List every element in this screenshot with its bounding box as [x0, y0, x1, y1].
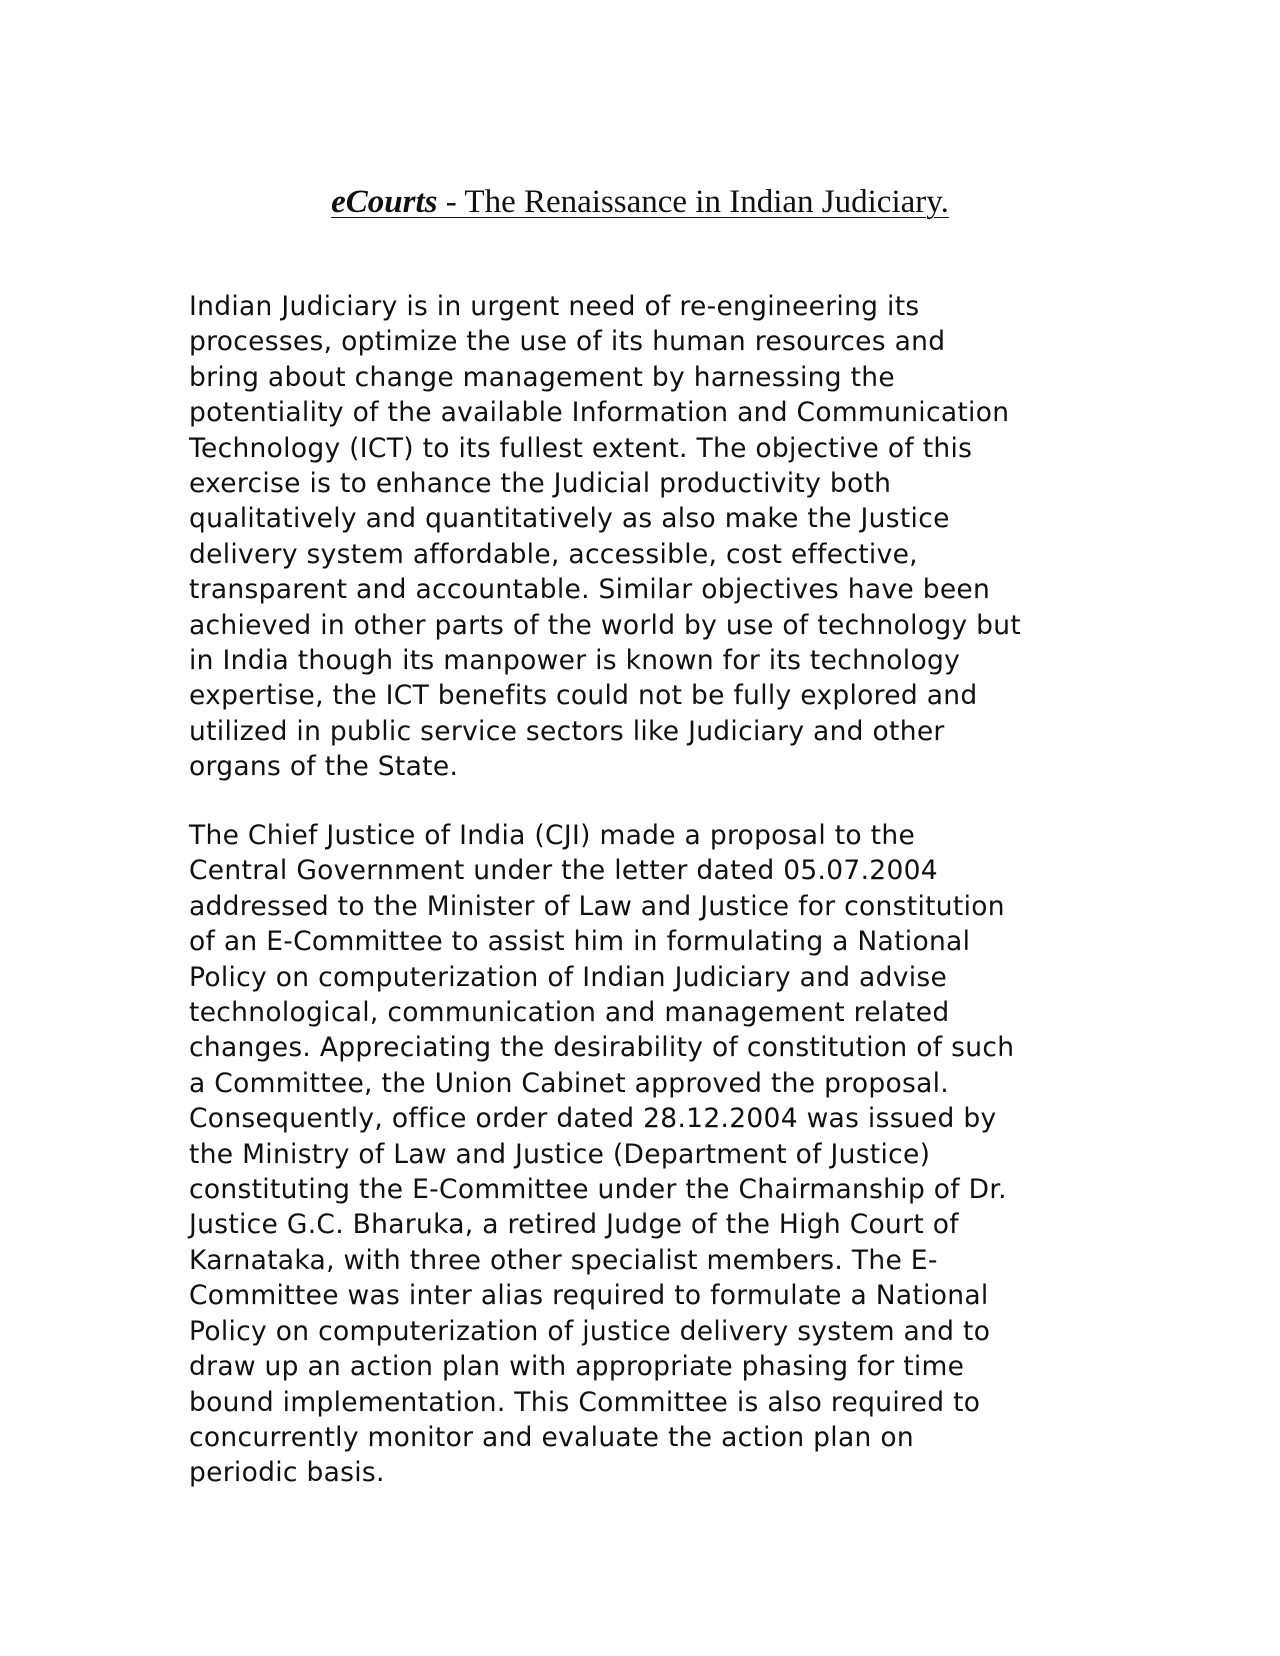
paragraph-line: of an E-Committee to assist him in formulating a National: [189, 926, 971, 958]
paragraph-line: the Ministry of Law and Justice (Department of Justice): [189, 1138, 931, 1170]
paragraph-line: Justice G.C. Bharuka, a retired Judge of the High Court of: [189, 1209, 959, 1241]
paragraph-line: Indian Judiciary is in urgent need of re-engineering its: [189, 291, 920, 322]
paragraph-line: processes, optimize the use of its human resources and: [189, 326, 946, 358]
paragraph-1: [189, 289, 1189, 785]
paragraph-line: transparent and accountable. Similar objectives have been: [189, 574, 991, 606]
paragraph-2: [189, 818, 1189, 1491]
paragraph-line: Policy on computerization of Indian Judiciary and advise: [189, 961, 948, 993]
paragraph-line: periodic basis.: [189, 1457, 385, 1489]
paragraph-line: Consequently, office order dated 28.12.2004 was issued by: [189, 1103, 997, 1135]
paragraph-line: technological, communication and management related: [189, 997, 950, 1029]
paragraph-line: Central Government under the letter dated 05.07.2004: [189, 855, 938, 887]
title-underline: [331, 184, 949, 220]
paragraph-line: changes. Appreciating the desirability of constitution of such: [189, 1032, 1015, 1064]
title-rest: - The Renaissance in Indian Judiciary.: [437, 184, 949, 220]
page-title: [0, 182, 1280, 222]
paragraph-line: exercise is to enhance the Judicial productivity both: [189, 468, 892, 500]
paragraph-line: achieved in other parts of the world by use of technology but: [189, 609, 1022, 641]
paragraph-line: Technology (ICT) to its fullest extent. The objective of this: [189, 432, 973, 464]
paragraph-line: Karnataka, with three other specialist members. The E-: [189, 1244, 938, 1276]
paragraph-line: organs of the State.: [189, 751, 459, 783]
paragraph-line: qualitatively and quantitatively as also make the Justice: [189, 503, 950, 535]
paragraph-line: Policy on computerization of justice delivery system and to: [189, 1315, 991, 1347]
paragraph-line: concurrently monitor and evaluate the action plan on: [189, 1421, 914, 1453]
paragraph-line: in India though its manpower is known for its technology: [189, 645, 961, 677]
paragraph-line: constituting the E-Committee under the Chairmanship of Dr.: [189, 1174, 1007, 1206]
paragraph-line: expertise, the ICT benefits could not be fully explored and: [189, 680, 978, 712]
paragraph-line: utilized in public service sectors like Judiciary and other: [189, 715, 945, 747]
paragraph-line: potentiality of the available Information and Communication: [189, 397, 1010, 429]
paragraph-line: a Committee, the Union Cabinet approved the proposal.: [189, 1067, 950, 1099]
paragraph-line: Committee was inter alias required to formulate a National: [189, 1280, 989, 1312]
paragraph-line: bound implementation. This Committee is also required to: [189, 1386, 981, 1418]
title-emphasis: eCourts: [331, 184, 438, 220]
paragraph-line: The Chief Justice of India (CJI) made a proposal to the: [189, 820, 916, 851]
paragraph-line: delivery system affordable, accessible, cost effective,: [189, 538, 918, 570]
paragraph-line: addressed to the Minister of Law and Justice for constitution: [189, 890, 1005, 922]
paragraph-line: draw up an action plan with appropriate phasing for time: [189, 1351, 965, 1383]
paragraph-line: bring about change management by harnessing the: [189, 361, 895, 393]
